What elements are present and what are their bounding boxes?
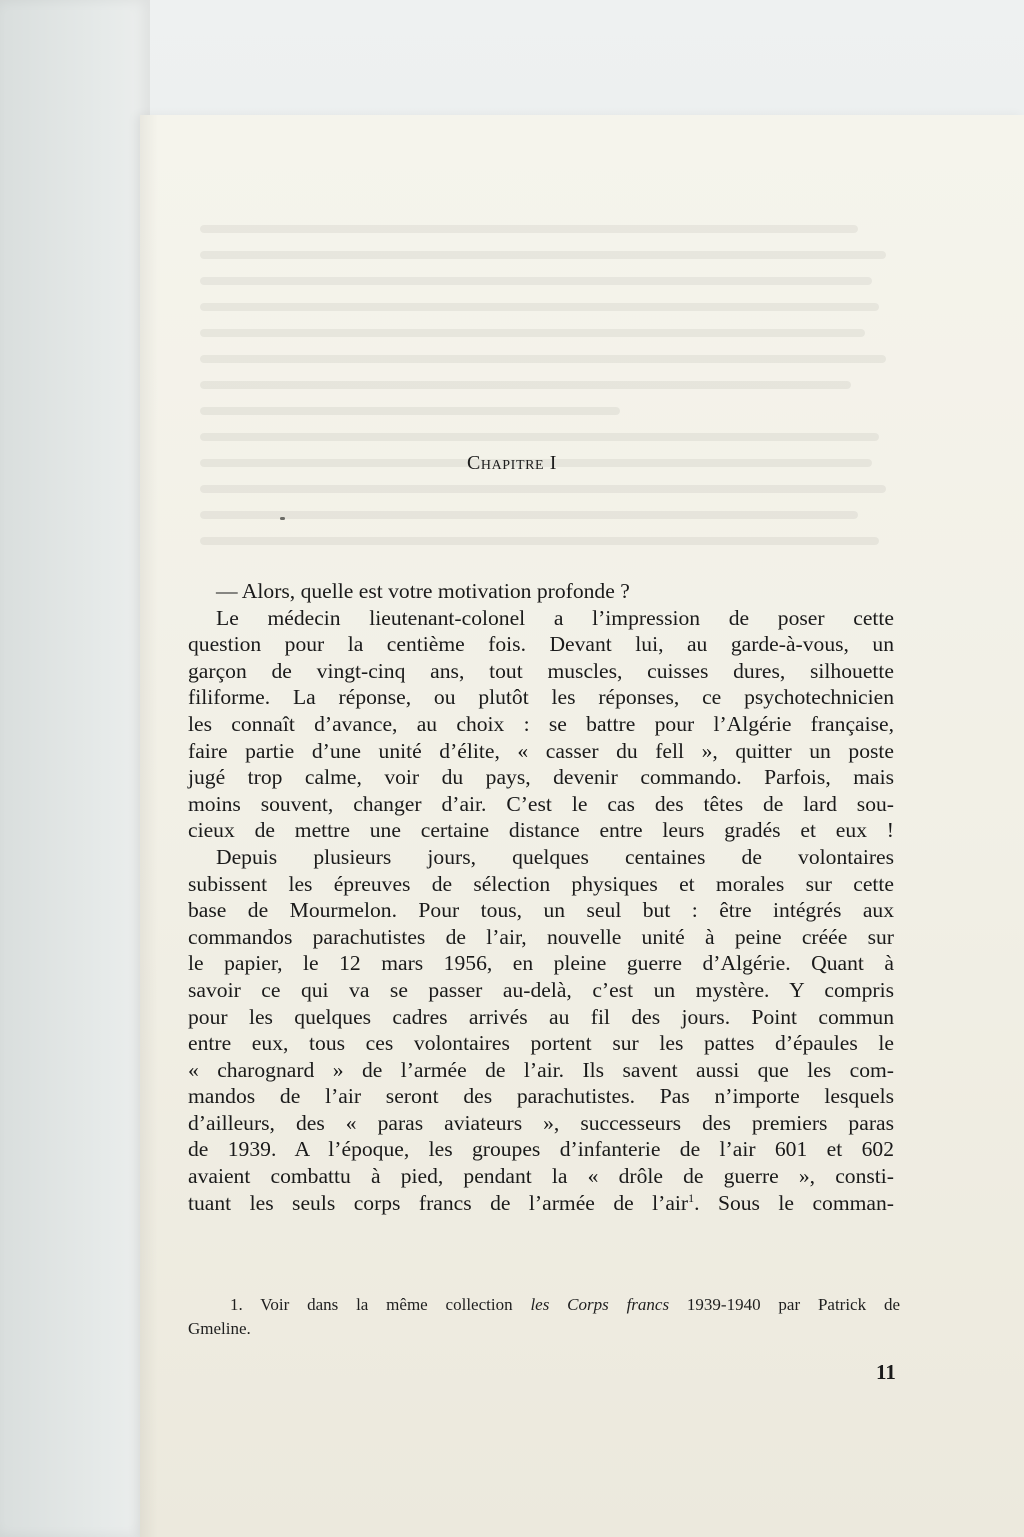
body-line: le papier, le 12 mars 1956, en pleine guerre d’Algérie. Quant à <box>188 951 894 976</box>
body-line: « charognard » de l’armée de l’air. Ils savent aussi que les com- <box>188 1057 894 1082</box>
body-line: commandos parachutistes de l’air, nouvelle unité à peine créée sur <box>188 924 894 949</box>
body-line: d’ailleurs, des « paras aviateurs », successeurs des premiers paras <box>188 1110 894 1135</box>
body-line: entre eux, tous ces volontaires portent sur les pattes d’épaules le <box>188 1031 894 1056</box>
body-line: moins souvent, changer d’air. C’est le cas des têtes de lard sou- <box>188 791 894 816</box>
body-line: filiforme. La réponse, ou plutôt les réponses, ce psychotechnicien <box>188 685 894 710</box>
body-line: faire partie d’une unité d’élite, « casser du fell », quitter un poste <box>188 738 894 763</box>
ink-speck <box>280 517 285 520</box>
page-number: 11 <box>876 1360 896 1384</box>
body-line: garçon de vingt-cinq ans, tout muscles, cuisses dures, silhouette <box>188 658 894 683</box>
footnote-text: 1939-1940 par Patrick de <box>669 1295 900 1314</box>
body-line: avaient combattu à pied, pendant la « drôle de guerre », consti- <box>188 1164 894 1189</box>
facing-page-edge <box>0 0 150 1537</box>
body-line: subissent les épreuves de sélection physiques et morales sur cette <box>188 871 894 896</box>
body-line: savoir ce qui va se passer au-delà, c’est un mystère. Y compris <box>188 977 894 1002</box>
footnote-title: les Corps francs <box>530 1295 670 1314</box>
body-line: base de Mourmelon. Pour tous, un seul but : être intégrés aux <box>188 898 894 923</box>
body-line: Depuis plusieurs jours, quelques centaines de volontaires <box>216 844 894 869</box>
body-line: mandos de l’air seront des parachutistes. Pas n’importe lesquels <box>188 1084 894 1109</box>
body-line: question pour la centième fois. Devant lui, au garde-à-vous, un <box>188 632 894 657</box>
body-line-final <box>188 1190 894 1217</box>
footnote-text: 1. Voir dans la même collection <box>230 1295 531 1314</box>
body-line: jugé trop calme, voir du pays, devenir commando. Parfois, mais <box>188 765 894 790</box>
body-line: Le médecin lieutenant-colonel a l’impression de poser cette <box>216 605 894 630</box>
body-line: — Alors, quelle est votre motivation profonde ? <box>216 579 630 603</box>
footnote-reference: 1 <box>688 1190 695 1205</box>
chapter-title: Chapitre I <box>466 452 558 474</box>
body-text-segment: tuant les seuls corps francs de l’armée de l’air <box>188 1190 689 1215</box>
show-through-text <box>200 225 900 605</box>
body-line: de 1939. A l’époque, les groupes d’infanterie de l’air 601 et 602 <box>188 1137 894 1162</box>
footnote <box>188 1293 900 1341</box>
body-line: pour les quelques cadres arrivés au fil des jours. Point commun <box>188 1004 894 1029</box>
body-text-segment: . Sous le comman- <box>694 1190 894 1215</box>
body-line: les connaît d’avance, au choix : se battre pour l’Algérie française, <box>188 711 894 736</box>
body-line: cieux de mettre une certaine distance entre leurs gradés et eux ! <box>188 818 894 843</box>
chapter-body <box>188 578 894 1216</box>
footnote-line <box>188 1293 900 1317</box>
gutter-shadow <box>140 115 158 1537</box>
footnote-line: Gmeline. <box>188 1319 251 1338</box>
